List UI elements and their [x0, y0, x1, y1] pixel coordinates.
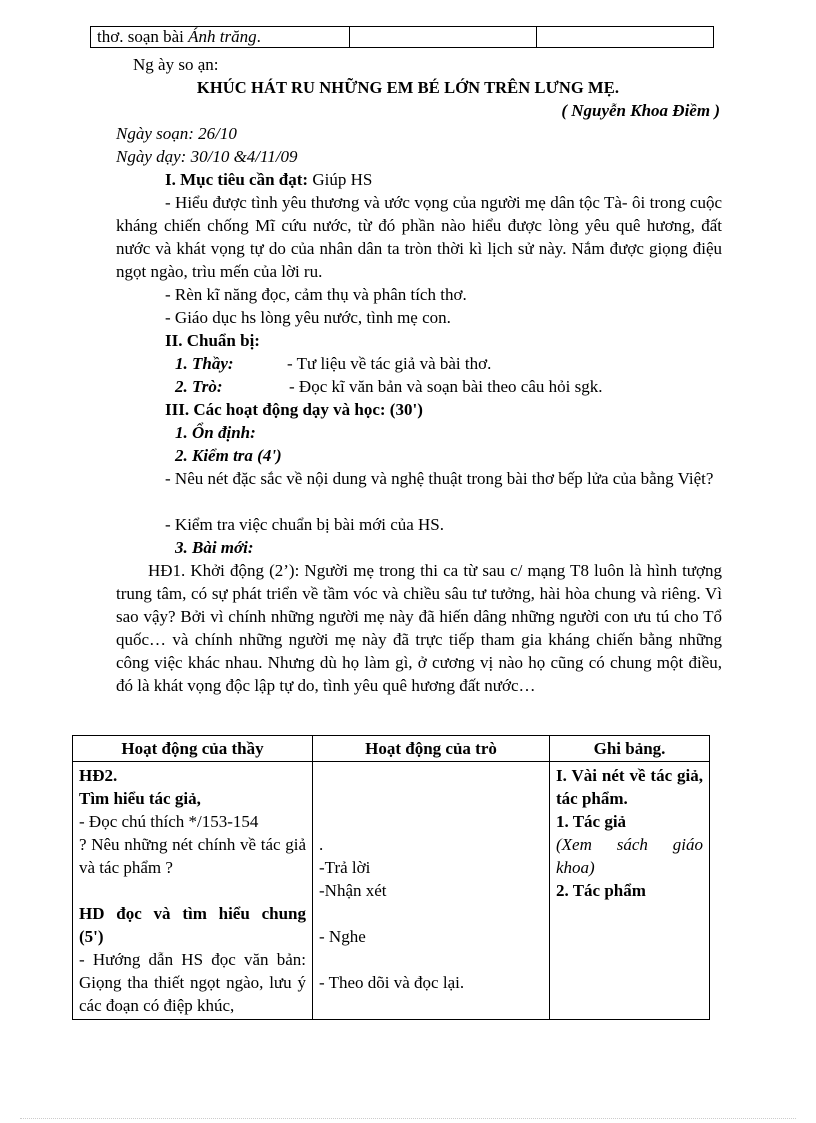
- doc-chu-thich: - Đọc chú thích */153-154: [79, 812, 259, 831]
- check-question-2: - Kiểm tra việc chuẩn bị bài mới của HS.: [165, 515, 445, 534]
- section1-objective-3: - Giáo dục hs lòng yêu nước, tình mẹ con.: [165, 308, 451, 327]
- activity-table: [72, 735, 710, 1020]
- top-cell-2: [350, 27, 537, 48]
- check-question-1: - Nêu nét đặc sắc về nội dung và nghệ thuật trong bài thơ bếp lửa của bằng Việt?: [165, 469, 714, 488]
- date-label-top: Ng ày so ạn:: [133, 55, 219, 74]
- board-tac-gia: 1. Tác giả: [556, 812, 627, 831]
- header-teacher: Hoạt động của thầy: [73, 736, 313, 762]
- previous-table-tail: [90, 26, 714, 48]
- student-dot: .: [319, 835, 324, 854]
- teacher-question: ? Nêu những nét chính về tác giả và tác phẩm ?: [79, 835, 306, 877]
- table-header-row: [73, 736, 710, 762]
- huong-dan-doc: - Hướng dẫn HS đọc văn bản: Giọng tha thiết ngọt ngào, lưu ý các đoạn có điệp khúc,: [79, 950, 306, 1015]
- student-activity-cell: [313, 762, 550, 1020]
- board-cell: [550, 762, 710, 1020]
- sub-kiem-tra: 2. Kiểm tra (4'): [175, 446, 282, 465]
- sub-on-dinh: 1. Ổn định:: [175, 423, 256, 442]
- lesson-title: KHÚC HÁT RU NHỮNG EM BÉ LỚN TRÊN LƯNG MẸ.: [196, 78, 620, 97]
- section1-heading: [165, 168, 372, 191]
- student-label: 2. Trò:: [175, 377, 223, 396]
- table-row: [73, 762, 710, 1020]
- section3-heading: III. Các hoạt động dạy và học: (30'): [165, 400, 423, 419]
- top-cell-suffix: .: [256, 27, 261, 46]
- teach-date: Ngày dạy: 30/10 &4/11/09: [116, 147, 298, 166]
- board-xem-sach: (Xem sách giáo khoa): [556, 835, 703, 877]
- section1-objective-1: - Hiểu được tình yêu thương và ước vọng của người mẹ dân tộc Tà- ôi trong cuộc kháng chiến chống Mĩ cứu nước, từ đó phần nào hiểu được lòng yêu quê hương, đất nước và khát vọng tự do của nhân dân ta tròn thời kì lịch sử này. Nắm được giọng điệu ngọt ngào, trìu mến của lời ru.: [116, 193, 722, 281]
- top-cell-italic: Ánh trăng: [188, 27, 257, 46]
- student-theo-doi: - Theo dõi và đọc lại.: [319, 973, 465, 992]
- page-bottom-divider: [20, 1118, 796, 1119]
- section1-objective-2: - Rèn kĩ năng đọc, cảm thụ và phân tích thơ.: [165, 285, 467, 304]
- author: ( Nguyễn Khoa Điềm ): [561, 101, 720, 120]
- section1-heading-suffix: Giúp HS: [308, 170, 373, 189]
- top-cell-1: [91, 27, 350, 48]
- section1-heading-text: I. Mục tiêu cần đạt:: [165, 170, 309, 189]
- intro-paragraph: HĐ1. Khởi động (2’): Người mẹ trong thi ca từ sau c/ mạng T8 luôn là hình tượng trung tâm, có sự phát triển về tầm vóc và chiều sâu tư tưởng, hài hòa chung và riêng. Vì sao vậy? Bởi vì chính những người mẹ này đã hiến dâng những người con ưu tú cho Tổ quốc… và chính những người mẹ này đã trực tiếp tham gia kháng chiến bằng những công việc khác nhau. Nhưng dù họ làm gì, ở cương vị nào họ cũng có chung một điều, đó là khát vọng độc lập tự do, tình yêu quê hương đất nước…: [116, 561, 722, 695]
- board-tac-pham: 2. Tác phẩm: [556, 881, 646, 900]
- spacer: [79, 879, 306, 902]
- teacher-prep: - Tư liệu về tác giả và bài thơ.: [287, 354, 492, 373]
- student-tra-loi: -Trả lời: [319, 858, 371, 877]
- teacher-activity-cell: [73, 762, 313, 1020]
- student-nhan-xet: -Nhận xét: [319, 881, 387, 900]
- tim-hieu-label: Tìm hiểu tác giả,: [79, 789, 201, 808]
- teacher-label: 1. Thầy:: [175, 354, 234, 373]
- top-cell-3: [537, 27, 714, 48]
- student-nghe: - Nghe: [319, 927, 366, 946]
- top-cell-text: thơ. soạn bài: [97, 27, 189, 46]
- header-board: Ghi bảng.: [550, 736, 710, 762]
- prep-date: Ngày soạn: 26/10: [116, 124, 237, 143]
- hd-doc-label: HD đọc và tìm hiểu chung (5'): [79, 904, 306, 946]
- section2-heading: II. Chuẩn bị:: [165, 331, 260, 350]
- header-student: Hoạt động của trò: [313, 736, 550, 762]
- board-heading: I. Vài nét về tác giả, tác phẩm.: [556, 766, 703, 808]
- sub-bai-moi: 3. Bài mới:: [175, 538, 254, 557]
- student-prep: - Đọc kĩ văn bản và soạn bài theo câu hỏi sgk.: [289, 377, 603, 396]
- hd2-label: HĐ2.: [79, 766, 118, 785]
